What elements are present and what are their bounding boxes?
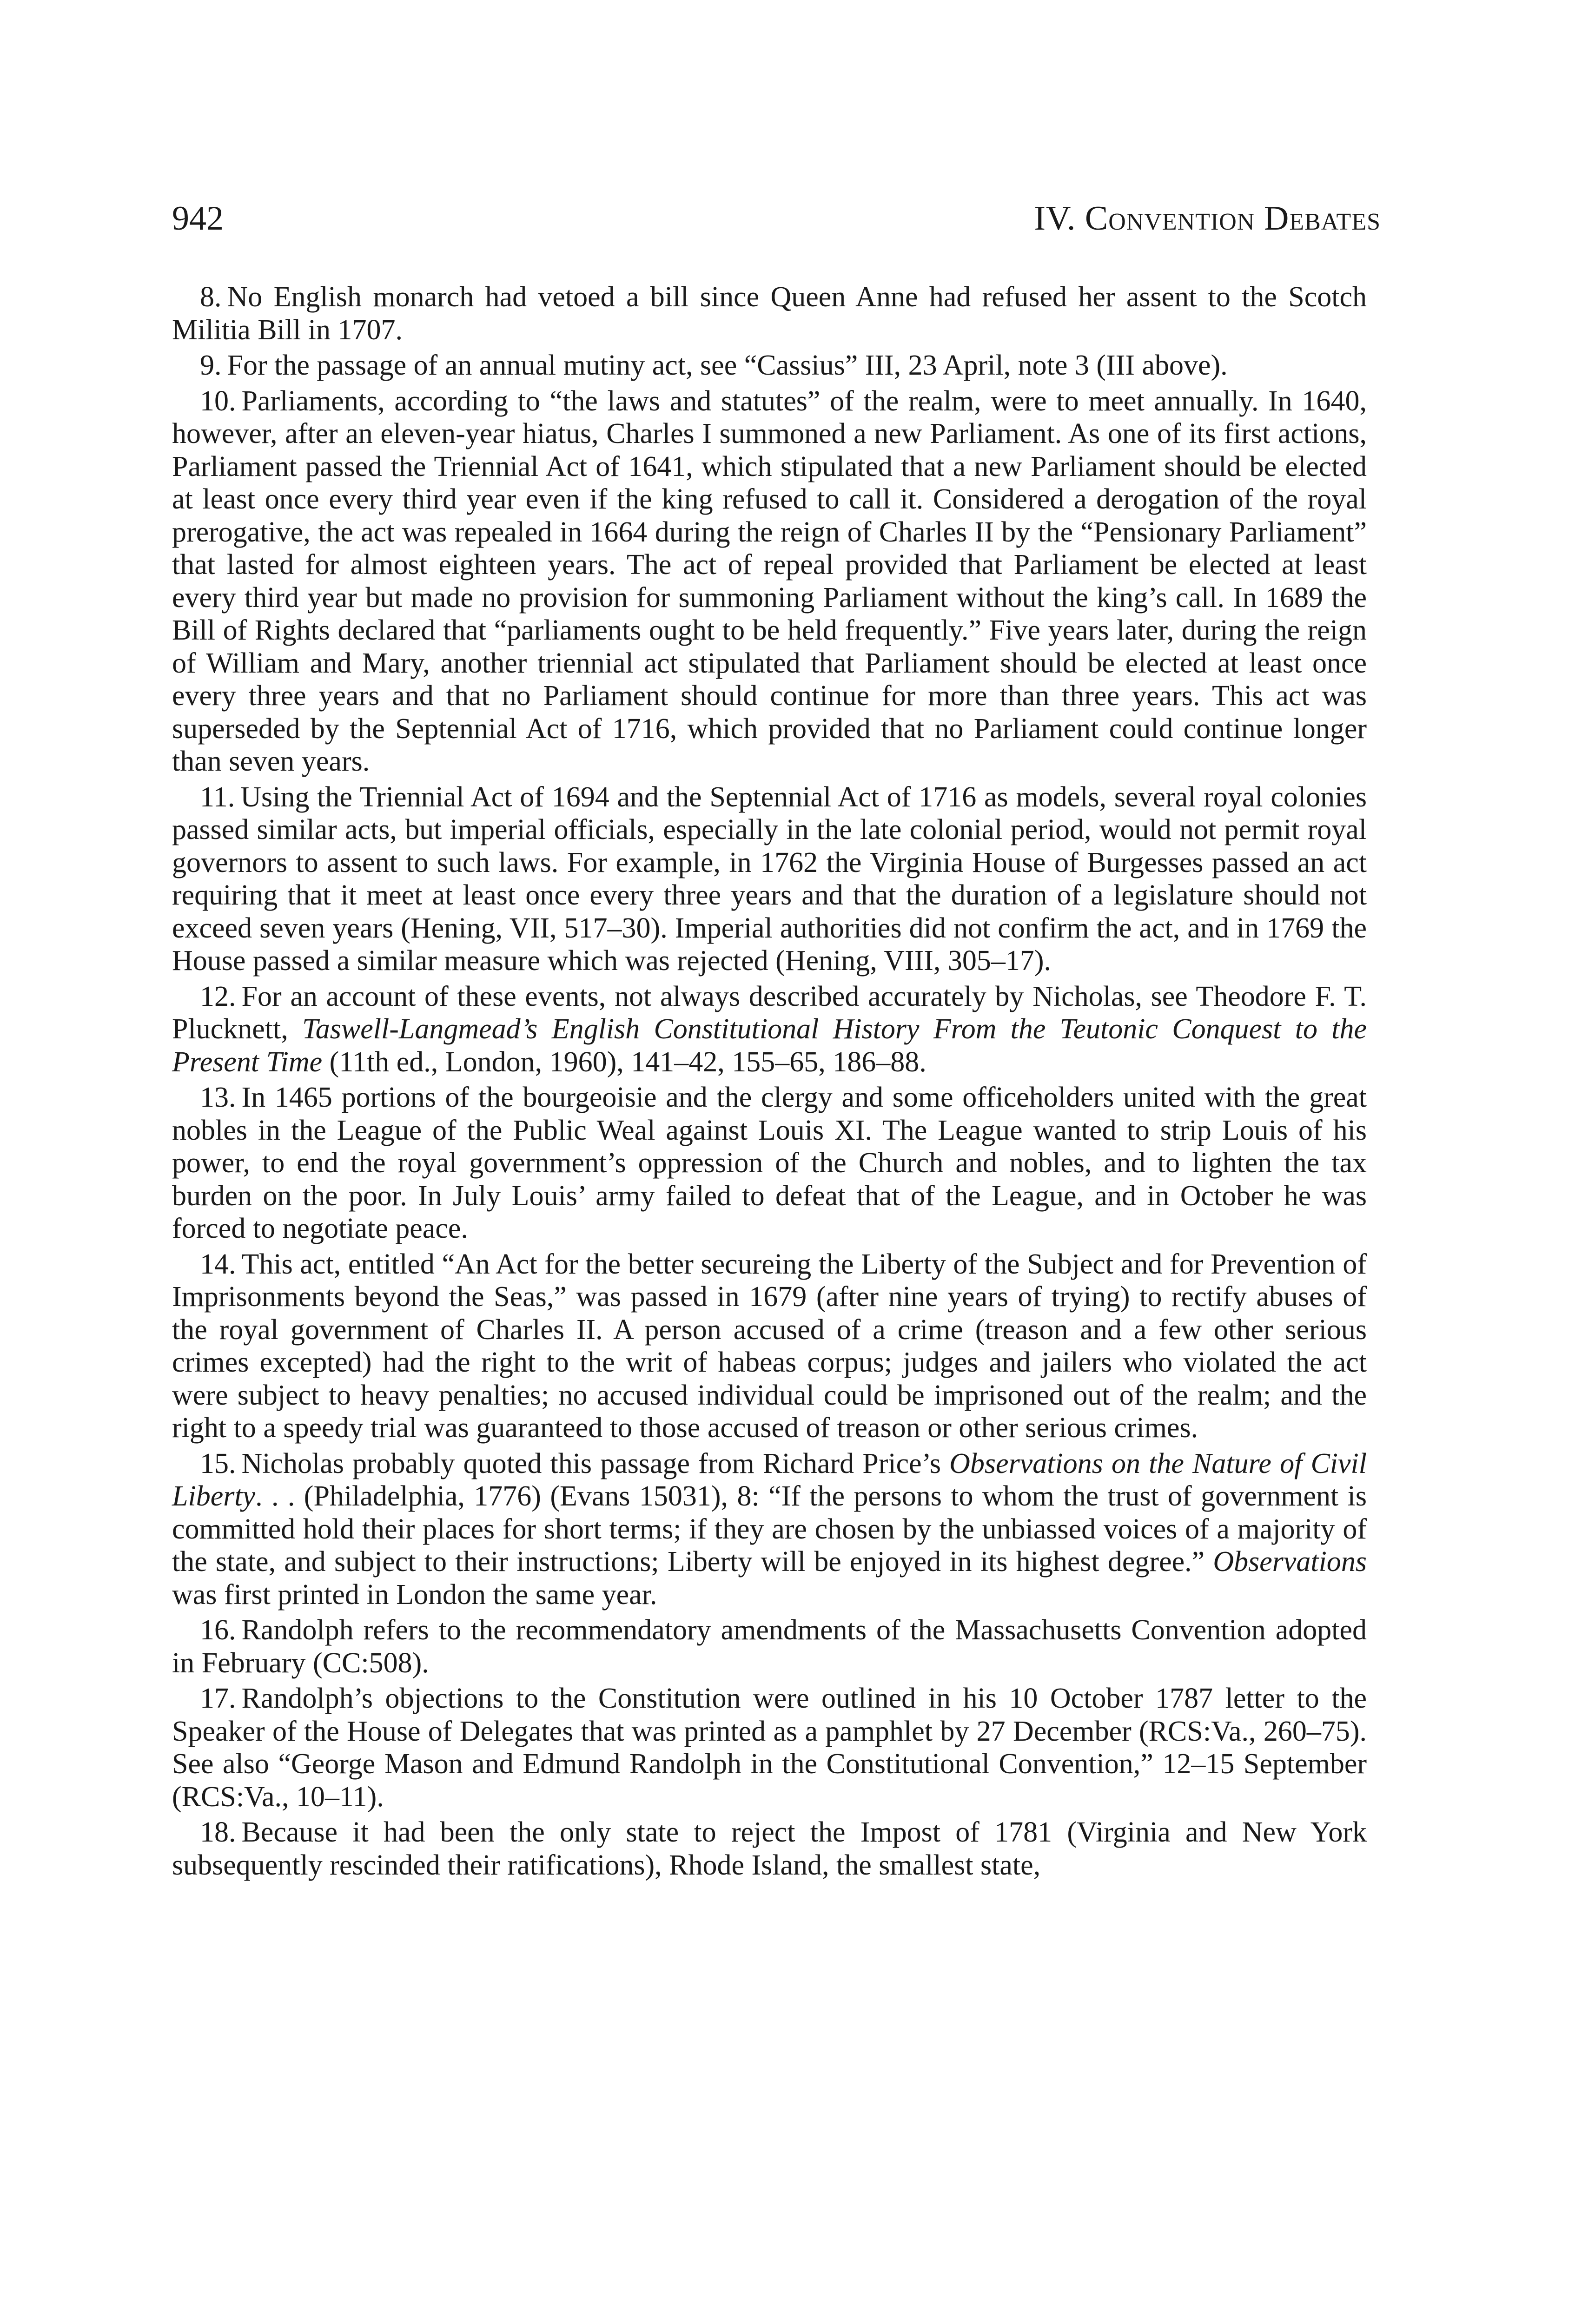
footnote-17 (172, 1682, 1367, 1813)
footnote-number: 17. (200, 1683, 236, 1714)
footnote-11 (172, 781, 1367, 977)
footnote-number: 10. (200, 385, 236, 417)
footnote-text: In 1465 portions of the bourgeoisie and the clergy and some officeholders united with the great nobles in the League of the Public Weal against Louis XI. The League wanted to strip Louis of his power, to end the royal government’s oppression of the Church and nobles, and to lighten the tax burden on the poor. In July Louis’ army failed to defeat that of the League, and in October he was forced to negotiate peace. (172, 1082, 1367, 1244)
footnote-text: Because it had been the only state to reject the Impost of 1781 (Virginia and New York subsequently rescinded their ratifications), Rhode Island, the smallest state, (172, 1816, 1367, 1881)
footnote-18 (172, 1816, 1367, 1882)
footnote-13 (172, 1081, 1367, 1245)
footnote-number: 9. (200, 350, 222, 381)
footnote-text: No English monarch had vetoed a bill since Queen Anne had refused her assent to the Scotch Militia Bill in 1707. (172, 281, 1367, 346)
footnote-number: 14. (200, 1248, 236, 1280)
footnote-10 (172, 385, 1367, 778)
footnote-title-italic: Observations on the Nature of Civil Liberty (172, 1447, 1367, 1512)
footnote-text: (11th ed., London, 1960), 141–42, 155–65, 186–88. (322, 1046, 926, 1078)
footnote-text: . . . (Philadelphia, 1776) (Evans 15031), 8: “If the persons to whom the trust of government is committed hold their places for short terms; if they are chosen by the unbiassed voices of a majority of the state, and subject to their instructions; Liberty will be enjoyed in its highest degree.” (172, 1480, 1367, 1578)
footnote-16 (172, 1614, 1367, 1679)
footnote-number: 16. (200, 1614, 236, 1646)
footnote-text: This act, entitled “An Act for the better secureing the Liberty of the Subject and for Prevention of Imprisonments beyond the Seas,” was passed in 1679 (after nine years of trying) to rectify abuses of the royal government of Charles II. A person accused of a crime (treason and a few other serious crimes excepted) had the right to the writ of habeas corpus; judges and jailers who violated the act were subject to heavy penalties; no accused individual could be imprisoned out of the realm; and the right to a speedy trial was guaranteed to those accused of treason or other serious crimes. (172, 1248, 1367, 1444)
footnote-number: 13. (200, 1082, 236, 1113)
footnote-text: For an account of these events, not always described accurately by Nicholas, see Theodore F. T. Plucknett, (172, 980, 1367, 1045)
page-number: 942 (172, 199, 224, 238)
footnote-number: 12. (200, 980, 236, 1012)
footnote-text: Nicholas probably quoted this passage from Richard Price’s (241, 1447, 950, 1479)
footnote-text: Randolph’s objections to the Constitution were outlined in his 10 October 1787 letter to the Speaker of the House of Delegates that was printed as a pamphlet by 27 December (RCS:Va., 260–75). See also “George Mason and Edmund Randolph in the Constitutional Convention,” 12–15 September (RCS:Va., 10–11). (172, 1683, 1367, 1813)
footnote-text: Randolph refers to the recommendatory amendments of the Massachusetts Convention adopted in February (CC:508). (172, 1614, 1367, 1679)
page-header (172, 195, 1381, 246)
footnote-text: Using the Triennial Act of 1694 and the Septennial Act of 1716 as models, several royal colonies passed similar acts, but imperial officials, especially in the late colonial period, would not permit royal governors to assent to such laws. For example, in 1762 the Virginia House of Burgesses passed an act requiring that it meet at least once every three years and that the duration of a legislature should not exceed seven years (Hening, VII, 517–30). Imperial authorities did not confirm the act, and in 1769 the House passed a similar measure which was rejected (Hening, VIII, 305–17). (172, 781, 1367, 977)
footnote-15 (172, 1447, 1367, 1611)
footnote-12 (172, 980, 1367, 1079)
footnote-text: was first printed in London the same year. (172, 1578, 657, 1611)
footnote-number: 8. (200, 281, 222, 313)
footnotes (172, 281, 1367, 1884)
footnote-14 (172, 1248, 1367, 1445)
footnote-text: For the passage of an annual mutiny act, see “Cassius” III, 23 April, note 3 (III above). (227, 350, 1228, 381)
footnote-text: Parliaments, according to “the laws and statutes” of the realm, were to meet annually. In 1640, however, after an eleven-year hiatus, Charles I summoned a new Parliament. As one of its first actions, Parliament passed the Triennial Act of 1641, which stipulated that a new Parliament should be elected at least once every third year even if the king refused to call it. Considered a derogation of the royal prerogative, the act was repealed in 1664 during the reign of Charles II by the “Pensionary Parliament” that lasted for almost eighteen years. The act of repeal provided that Parliament be elected at least every third year but made no provision for summoning Parliament without the king’s call. In 1689 the Bill of Rights declared that “parliaments ought to be held frequently.” Five years later, during the reign of William and Mary, another triennial act stipulated that Parliament should be elected at least once every three years and that no Parliament should continue for more than three years. This act was superseded by the Septennial Act of 1716, which provided that no Parliament could continue longer than seven years. (172, 385, 1367, 777)
footnote-number: 11. (200, 781, 235, 813)
footnote-title-italic: Taswell-Langmead’s English Constitutional History From the Teutonic Conquest to the Present Time (172, 1013, 1367, 1078)
footnote-number: 18. (200, 1816, 236, 1848)
footnote-9 (172, 349, 1367, 382)
running-head: IV. Convention Debates (1034, 199, 1381, 238)
footnote-number: 15. (200, 1447, 236, 1479)
footnote-title-italic: Observations (1213, 1546, 1367, 1578)
footnote-8 (172, 281, 1367, 346)
